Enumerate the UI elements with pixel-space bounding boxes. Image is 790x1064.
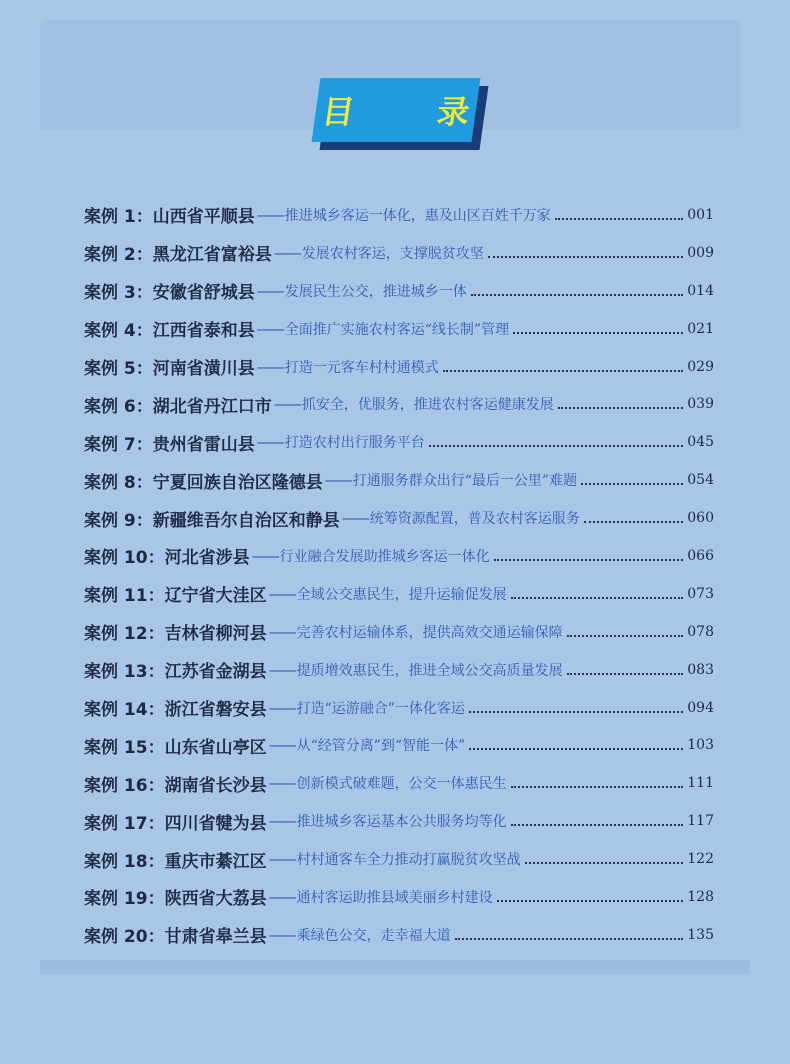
toc-entry[interactable] [84,916,714,954]
case-subtitle: 打造农村出行服务平台 [284,435,425,452]
case-place: 黑龙江省富裕县 [152,245,272,266]
toc-entry[interactable] [84,234,714,272]
case-subtitle: 推进城乡客运一体化，惠及山区百姓千万家 [284,207,551,224]
case-dash: —— [268,736,295,755]
toc-entry[interactable] [84,878,714,916]
case-label: 案例 4： [84,321,153,342]
case-dash: —— [251,546,278,565]
toc-entry[interactable] [84,196,714,234]
case-label: 案例 10： [84,548,165,569]
case-label: 案例 7： [84,434,153,455]
page-number: 029 [687,358,714,375]
toc-entry[interactable] [84,348,714,386]
toc-entry[interactable] [84,802,714,840]
dot-leader [488,256,684,258]
bleed-through-line [40,960,750,974]
case-subtitle: 村村通客车全力推动打赢脱贫攻坚战 [296,852,521,869]
page-number: 073 [687,585,714,602]
case-dash: —— [268,887,295,906]
case-dash: —— [256,433,283,452]
case-label: 案例 19： [84,889,165,910]
dot-leader [443,370,684,372]
case-subtitle: 打通服务群众出行“最后一公里”难题 [352,473,578,490]
dot-leader [497,900,684,902]
toc-entry[interactable] [84,461,714,499]
case-label: 案例 11： [84,586,165,607]
case-subtitle: 打造一元客车村村通模式 [284,359,439,376]
case-dash: —— [256,319,283,338]
case-subtitle: 全域公交惠民生，提升运输促发展 [296,586,507,603]
case-subtitle: 创新模式破难题，公交一体惠民生 [296,776,507,793]
title-banner-box [312,78,508,142]
toc-entry[interactable] [84,272,714,310]
case-place: 河北省涉县 [164,548,250,569]
case-label: 案例 16： [84,775,165,796]
page-number: 054 [687,472,714,489]
page-number: 001 [687,206,714,223]
dot-leader [584,521,684,523]
page-number: 103 [687,737,714,754]
page-number: 094 [687,699,714,716]
case-dash: —— [324,471,351,490]
case-label: 案例 13： [84,662,165,683]
toc-entry[interactable] [84,537,714,575]
case-place: 浙江省磐安县 [164,700,267,721]
case-subtitle: 全面推广实施农村客运“线长制”管理 [284,321,510,338]
dot-leader [429,445,684,447]
case-dash: —— [256,357,283,376]
case-subtitle: 从“经管分离”到“智能一体” [296,738,466,755]
dot-leader [567,673,684,675]
toc-entry[interactable] [84,613,714,651]
page-number: 117 [687,813,714,830]
case-place: 江西省泰和县 [152,321,255,342]
toc-title-banner [316,78,508,154]
case-dash: —— [268,850,295,869]
dot-leader [469,748,683,750]
page-number: 083 [687,661,714,678]
case-place: 四川省犍为县 [164,813,267,834]
page-number: 014 [687,282,714,299]
case-subtitle: 推进城乡客运基本公共服务均等化 [296,814,507,831]
case-place: 吉林省柳河县 [164,624,267,645]
case-place: 湖南省长沙县 [164,775,267,796]
case-label: 案例 2： [84,245,153,266]
page-number: 128 [687,888,714,905]
dot-leader [581,483,683,485]
dot-leader [555,218,684,220]
toc-entry[interactable] [84,764,714,802]
page-title: 目 录 [319,93,508,131]
case-place: 新疆维吾尔自治区和静县 [152,510,340,531]
case-label: 案例 3： [84,283,153,304]
dot-leader [567,635,684,637]
case-place: 山东省山亭区 [164,737,267,758]
dot-leader [511,786,684,788]
case-label: 案例 8： [84,472,153,493]
case-dash: —— [268,584,295,603]
dot-leader [471,294,684,296]
case-place: 湖北省丹江口市 [152,396,272,417]
case-subtitle: 发展农村客运，支撑脱贫攻坚 [301,245,484,262]
case-dash: —— [273,243,300,262]
case-place: 安徽省舒城县 [152,283,255,304]
dot-leader [513,332,683,334]
case-dash: —— [341,509,368,528]
case-label: 案例 18： [84,851,165,872]
case-place: 山西省平顺县 [152,207,255,228]
case-dash: —— [256,205,283,224]
case-label: 案例 14： [84,700,165,721]
case-subtitle: 乘绿色公交，走幸福大道 [296,927,451,944]
case-subtitle: 提质增效惠民生，推进全域公交高质量发展 [296,662,563,679]
dot-leader [525,862,684,864]
case-subtitle: 完善农村运输体系，提供高效交通运输保障 [296,624,563,641]
page-number: 111 [687,775,714,792]
page-number: 045 [687,434,714,451]
case-label: 案例 15： [84,737,165,758]
page-number: 122 [687,851,714,868]
case-subtitle: 行业融合发展助推城乡客运一体化 [279,548,490,565]
case-place: 贵州省雷山县 [152,434,255,455]
page-number: 066 [687,547,714,564]
case-dash: —— [273,395,300,414]
case-label: 案例 1： [84,207,153,228]
case-label: 案例 6： [84,396,153,417]
case-subtitle: 发展民生公交，推进城乡一体 [284,283,467,300]
page-number: 060 [687,510,714,527]
case-dash: —— [268,925,295,944]
case-place: 重庆市綦江区 [164,851,267,872]
toc-entry[interactable] [84,310,714,348]
page-number: 021 [687,320,714,337]
case-place: 河南省潢川县 [152,359,255,379]
toc-entry[interactable] [84,726,714,764]
case-place: 江苏省金湖县 [164,662,267,683]
case-label: 案例 9： [84,510,153,531]
dot-leader [469,711,683,713]
dot-leader [455,938,684,940]
toc-entry[interactable] [84,575,714,613]
toc-entry[interactable] [84,651,714,689]
case-dash: —— [268,774,295,793]
case-dash: —— [268,660,295,679]
page-number: 135 [687,926,714,943]
dot-leader [511,824,684,826]
case-subtitle: 抓安全，优服务，推进农村客运健康发展 [301,397,554,414]
case-place: 辽宁省大洼区 [164,586,267,607]
case-dash: —— [256,281,283,300]
case-dash: —— [268,812,295,831]
case-label: 案例 17： [84,813,165,834]
case-subtitle: 通村客运助推县域美丽乡村建设 [296,889,493,906]
case-label: 案例 5： [84,359,153,379]
dot-leader [558,407,684,409]
case-label: 案例 20： [84,927,165,948]
dot-leader [494,559,684,561]
page-number: 078 [687,623,714,640]
case-dash: —— [268,698,295,717]
toc-entry[interactable] [84,499,714,537]
toc-entry[interactable] [84,689,714,727]
dot-leader [511,597,684,599]
case-label: 案例 12： [84,624,165,645]
page-number: 009 [687,244,714,261]
case-place: 宁夏回族自治区隆德县 [152,472,323,493]
case-place: 甘肃省皋兰县 [164,927,267,948]
table-of-contents [84,196,714,954]
case-dash: —— [268,622,295,641]
toc-entry[interactable] [84,840,714,878]
case-subtitle: 打造“运游融合”一体化客运 [296,700,465,717]
case-place: 陕西省大荔县 [164,889,267,910]
toc-entry[interactable] [84,423,714,461]
case-subtitle: 统筹资源配置，普及农村客运服务 [369,511,580,528]
page-number: 039 [687,396,714,413]
toc-entry[interactable] [84,385,714,423]
